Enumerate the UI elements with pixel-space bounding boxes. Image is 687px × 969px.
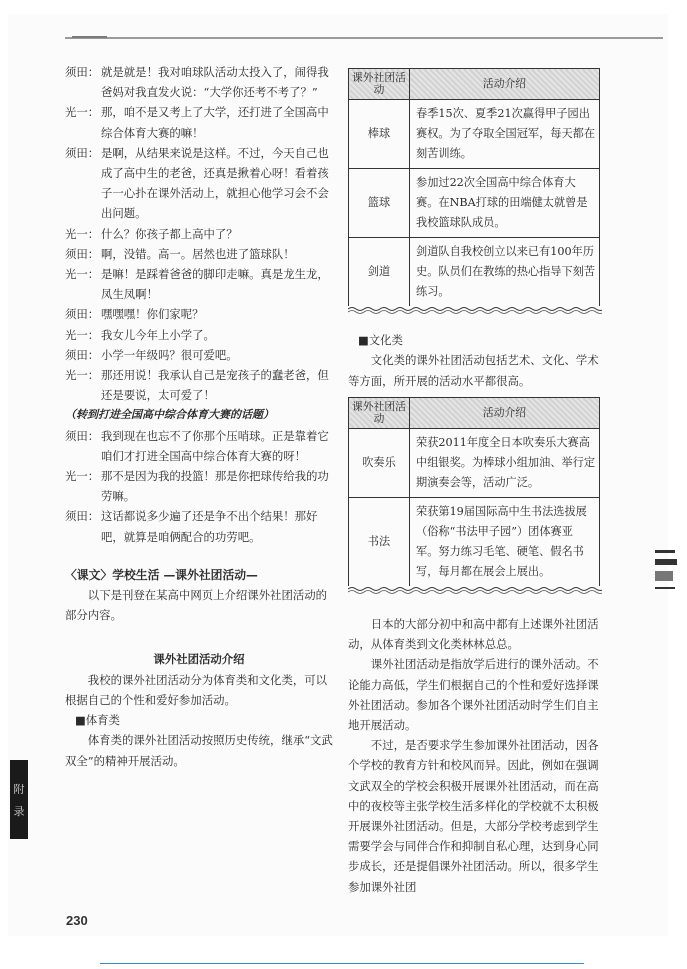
column-header-club: 课外社团活动	[349, 397, 410, 428]
culture-paragraph: 文化类的课外社团活动包括艺术、文化、学术等方面，所开展的活动水平都很高。	[348, 353, 599, 388]
page-number: 230	[66, 913, 88, 928]
line-text: 是嘛！是踩着爸爸的脚印走嘛。真是龙生龙，凤生凤啊！	[101, 267, 329, 302]
club-name: 篮球	[349, 169, 410, 238]
article-paragraph: 我校的课外社团活动分为体育类和文化类，可以根据自己的个性和爱好参加活动。	[65, 672, 328, 707]
line-text: 那还用说！我承认自己是宠孩子的蠢老爸，但还是要说，太可爱了！	[101, 368, 329, 403]
article-title: 课外社团活动介绍	[153, 652, 245, 667]
club-name: 书法	[349, 497, 410, 586]
left-column	[65, 62, 333, 771]
speaker: 须田：	[65, 65, 100, 79]
speaker: 光一：	[65, 226, 100, 241]
speaker: 光一：	[65, 469, 100, 484]
club-name: 剑道	[349, 238, 410, 307]
column-header-club: 课外社团活动	[349, 69, 410, 100]
speaker: 须田：	[65, 509, 100, 524]
table-header-row	[349, 69, 600, 100]
closing-paragraph: 日本的大部分初中和高中都有上述课外社团活动，从体育类到文化类林林总总。	[348, 617, 599, 652]
speaker: 须田：	[65, 428, 100, 443]
dialogue-block-2	[65, 426, 333, 547]
dialogue-line	[65, 304, 333, 324]
side-tab-char: 附	[13, 782, 25, 796]
stage-direction: （转到打进全国高中综合体育大赛的话题）	[65, 408, 274, 422]
line-text: 就是就是！我对咱球队活动太投入了，闹得我爸妈对我直发火说：“大学你还考不考了？”	[101, 65, 329, 100]
scan-edge-marks	[655, 550, 677, 630]
club-description: 荣获2011年度全日本吹奏乐大赛高中组银奖。为棒球小组加油、举行定期演奏会等，活动广泛。	[410, 428, 600, 497]
appendix-side-tab	[10, 760, 28, 839]
culture-heading-label: 文化类	[368, 333, 403, 348]
dialogue-line	[65, 365, 333, 405]
line-text: 嘿嘿嘿！你们家呢？	[101, 307, 204, 322]
speaker: 光一：	[65, 327, 100, 342]
club-description: 剑道队自我校创立以来已有100年历史。队员们在教练的热心指导下刻苦练习。	[410, 238, 600, 307]
line-text: 是啊，从结果来说是这样。不过，今天自己也成了高中生的老爸，还真是揪着心呀！看着孩子一心扑在课外活动上，就担心他学习会不会出问题。	[101, 145, 329, 221]
table-row	[349, 238, 600, 307]
right-column	[348, 68, 602, 897]
line-text: 我到现在也忘不了你那个压哨球。正是靠着它咱们才打进全国高中综合体育大赛的呀！	[101, 428, 329, 463]
speaker: 光一：	[65, 105, 100, 120]
dialogue-line	[65, 466, 333, 506]
line-text: 我女儿今年上小学了。	[101, 327, 215, 342]
torn-edge-wave	[348, 306, 602, 314]
dialogue-line	[65, 62, 333, 102]
header-rule	[65, 37, 663, 39]
closing-paragraph: 课外社团活动是指放学后进行的课外活动。不论能力高低，学生们根据自己的个性和爱好选择课外社团活动。参加各个课外社团活动时学生们自主地开展活动。	[348, 657, 599, 733]
line-text: 这话都说多少遍了还是争不出个结果！那好吧，就算是咱俩配合的功劳吧。	[101, 509, 318, 544]
dialogue-line	[65, 143, 333, 224]
dialogue-line	[65, 224, 333, 244]
bottom-blue-line	[100, 963, 584, 964]
speaker: 光一：	[65, 368, 100, 383]
sports-heading	[65, 710, 333, 730]
dialogue-line	[65, 244, 333, 264]
speaker: 须田：	[65, 145, 100, 160]
dialogue-line	[65, 345, 333, 365]
column-header-desc: 活动介绍	[410, 397, 600, 428]
table-header-row	[349, 397, 600, 428]
culture-clubs-table	[348, 397, 600, 586]
sports-paragraph: 体育类的课外社团活动按照历史传统，继承“文武双全”的精神开展活动。	[65, 733, 333, 768]
culture-heading	[348, 330, 602, 350]
sports-clubs-table	[348, 68, 600, 306]
dialogue-line	[65, 102, 333, 142]
lesson-intro: 以下是刊登在某高中网页上介绍课外社团活动的部分内容。	[65, 588, 328, 623]
line-text: 什么？你孩子都上高中了？	[101, 226, 238, 241]
dialogue-block	[65, 62, 333, 405]
club-name: 吹奏乐	[349, 428, 410, 497]
line-text: 啊，没错。高一。居然也进了篮球队！	[101, 246, 295, 261]
table-row	[349, 100, 600, 169]
dialogue-line	[65, 325, 333, 345]
table-row	[349, 428, 600, 497]
torn-edge-wave	[348, 586, 602, 594]
speaker: 须田：	[65, 246, 100, 261]
line-text: 那，咱不是又考上了大学，还打进了全国高中综合体育大赛的嘛！	[101, 105, 329, 140]
header-rule-accent	[72, 36, 107, 38]
side-tab-char: 录	[13, 804, 25, 818]
club-description: 荣获第19届国际高中生书法选拔展（俗称“书法甲子园”）团体赛亚军。努力练习毛笔、硬笔、假名书写，每月都在展会上展出。	[410, 497, 600, 586]
speaker: 光一：	[65, 267, 100, 282]
lesson-heading: 〈课文〉学校生活 —课外社团活动—	[65, 567, 258, 582]
speaker: 须田：	[65, 307, 100, 322]
table-row	[349, 169, 600, 238]
club-description: 参加过22次全国高中综合体育大赛。在NBA打球的田端健太就曾是我校篮球队成员。	[410, 169, 600, 238]
dialogue-line	[65, 426, 333, 466]
column-header-desc: 活动介绍	[410, 69, 600, 100]
speaker: 须田：	[65, 347, 100, 362]
club-description: 春季15次、夏季21次赢得甲子园出赛权。为了夺取全国冠军，每天都在刻苦训练。	[410, 100, 600, 169]
club-name: 棒球	[349, 100, 410, 169]
line-text: 小学一年级吗？很可爱吧。	[101, 347, 238, 362]
closing-paragraph: 不过，是否要求学生参加课外社团活动，因各个学校的教育方针和校风而异。因此，例如在强调文武双全的学校会积极开展课外社团活动，而在高中的夜校等主张学校生活多样化的学校就不太积极开展课外社团活动。但是，大部分学校考虑到学生需要学会与同伴合作和抑制自私心理，达到身心同步成长，还是提倡课外社团活动。所以，很多学生参加课外社团	[348, 738, 599, 894]
dialogue-line	[65, 264, 333, 304]
line-text: 那不是因为我的投篮！那是你把球传给我的功劳嘛。	[101, 469, 329, 504]
sports-heading-label: 体育类	[85, 713, 120, 728]
table-row	[349, 497, 600, 586]
dialogue-line	[65, 506, 333, 546]
